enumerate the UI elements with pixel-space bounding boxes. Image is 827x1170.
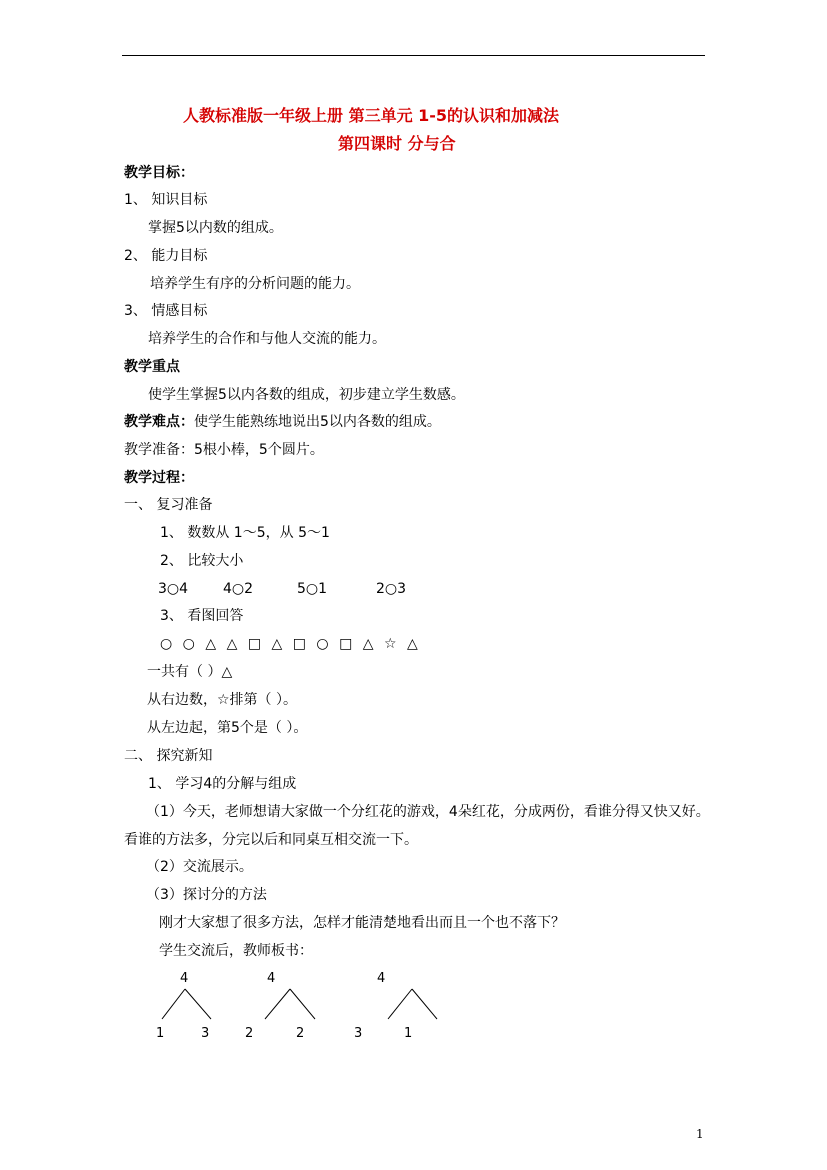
objective-1-label: 1、 知识目标 bbox=[124, 192, 208, 208]
triangle-shape: △ bbox=[362, 636, 374, 652]
key-point-text: 使学生掌握5以内各数的组成，初步建立学生数感。 bbox=[148, 387, 465, 403]
part2-paragraph-1-cont: 看谁的方法多，分完以后和同桌互相交流一下。 bbox=[124, 832, 418, 848]
triangle-shape: △ bbox=[205, 636, 217, 652]
objectives-heading: 教学目标： bbox=[124, 165, 194, 181]
tree-1-right: 3 bbox=[201, 1026, 210, 1041]
difficulty-text: 使学生能熟练地说出5以内各数的组成。 bbox=[194, 414, 441, 430]
circle-shape: ○ bbox=[160, 636, 173, 652]
question-1: 一共有（ ）△ bbox=[147, 664, 233, 680]
part1-label: 一、 复习准备 bbox=[124, 497, 213, 513]
triangle-shape: △ bbox=[226, 636, 238, 652]
objective-2-label: 2、 能力目标 bbox=[124, 248, 208, 264]
tree-1-right-branch bbox=[185, 989, 211, 1019]
part1-item3: 3、 看图回答 bbox=[160, 608, 244, 624]
tree-2-left: 2 bbox=[245, 1026, 254, 1041]
tree-2-right-branch bbox=[290, 989, 315, 1019]
part2-paragraph-3-text: 刚才大家想了很多方法，怎样才能清楚地看出而且一个也不落下？ bbox=[159, 915, 565, 931]
triangle-shape: △ bbox=[271, 636, 283, 652]
question-2: 从右边数，☆排第（ ）。 bbox=[147, 692, 298, 708]
part2-paragraph-3: （3）探讨分的方法 bbox=[146, 887, 267, 903]
square-shape: □ bbox=[292, 636, 306, 652]
tree-3-left-branch bbox=[388, 989, 412, 1019]
compare-4: 2○3 bbox=[376, 581, 407, 597]
tree-3-right-branch bbox=[412, 989, 437, 1019]
compare-3: 5○1 bbox=[297, 581, 328, 597]
part1-item1: 1、 数数从 1～5，从 5～1 bbox=[160, 525, 330, 541]
part2-label: 二、 探究新知 bbox=[124, 748, 213, 764]
key-point-heading: 教学重点 bbox=[124, 359, 180, 375]
tree-1-left: 1 bbox=[156, 1026, 165, 1041]
part1-item2: 2、 比较大小 bbox=[160, 553, 244, 569]
page-title: 人教标准版一年级上册 第三单元 1-5的认识和加减法 bbox=[183, 106, 560, 125]
square-shape: □ bbox=[339, 636, 353, 652]
compare-2: 4○2 bbox=[223, 581, 254, 597]
board-intro: 学生交流后，教师板书： bbox=[159, 943, 313, 959]
objective-2-text: 培养学生有序的分析问题的能力。 bbox=[150, 276, 360, 292]
tree-3-top: 4 bbox=[377, 971, 386, 986]
difficulty-heading: 教学难点： bbox=[124, 414, 194, 430]
part2-paragraph-1: （1）今天，老师想请大家做一个分红花的游戏，4朵红花，分成两份，看谁分得又快又好。 bbox=[146, 804, 710, 820]
tree-1-left-branch bbox=[162, 989, 185, 1019]
objective-3-label: 3、 情感目标 bbox=[124, 303, 208, 319]
page-number: 1 bbox=[696, 1127, 704, 1141]
tree-3-left: 3 bbox=[354, 1026, 363, 1041]
triangle-shape: △ bbox=[407, 636, 418, 652]
tree-2-left-branch bbox=[265, 989, 290, 1019]
tree-2-right: 2 bbox=[296, 1026, 305, 1041]
circle-shape: ○ bbox=[316, 636, 329, 652]
preparation-text: 教学准备：5根小棒，5个圆片。 bbox=[124, 442, 324, 458]
question-3: 从左边起，第5个是（ ）。 bbox=[147, 720, 308, 736]
part2-item1: 1、 学习4的分解与组成 bbox=[148, 776, 297, 792]
lesson-subtitle: 第四课时 分与合 bbox=[338, 134, 456, 153]
compare-1: 3○4 bbox=[158, 581, 189, 597]
objective-1-text: 掌握5以内数的组成。 bbox=[148, 220, 283, 236]
tree-3-right: 1 bbox=[404, 1026, 413, 1041]
part2-paragraph-2: （2）交流展示。 bbox=[146, 859, 253, 875]
tree-1-top: 4 bbox=[180, 971, 189, 986]
objective-3-text: 培养学生的合作和与他人交流的能力。 bbox=[148, 331, 386, 347]
square-shape: □ bbox=[247, 636, 262, 652]
star-shape: ☆ bbox=[384, 636, 397, 652]
tree-2-top: 4 bbox=[267, 971, 276, 986]
process-heading: 教学过程： bbox=[124, 470, 194, 486]
circle-shape: ○ bbox=[182, 636, 195, 652]
